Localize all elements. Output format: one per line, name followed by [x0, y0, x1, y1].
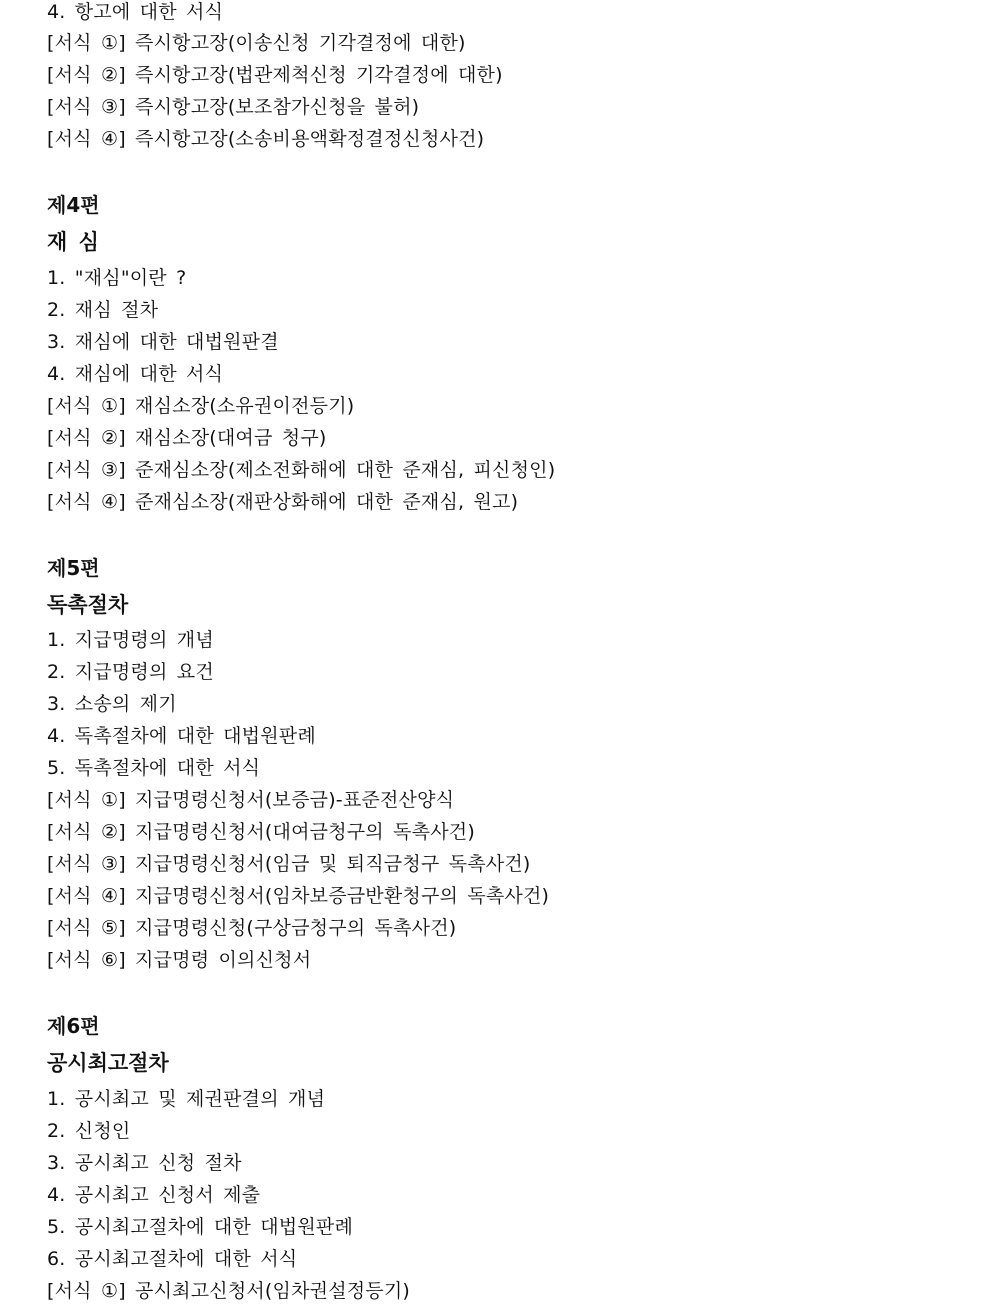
part-title: 재 심: [47, 230, 99, 254]
toc-item: 5. 공시최고절차에 대한 대법원판례: [47, 1216, 354, 1238]
toc-form-item: [서식 ①] 지급명령신청서(보증금)-표준전산양식: [47, 789, 455, 811]
toc-item: 4. 항고에 대한 서식: [47, 1, 224, 23]
toc-item: 4. 재심에 대한 서식: [47, 363, 224, 385]
part-label: 제6편: [47, 1014, 100, 1038]
toc-item: 4. 공시최고 신청서 제출: [47, 1184, 261, 1206]
toc-item: 2. 신청인: [47, 1120, 131, 1142]
toc-form-item: [서식 ②] 즉시항고장(법관제척신청 기각결정에 대한): [47, 64, 503, 86]
toc-item: 2. 재심 절차: [47, 299, 159, 321]
toc-item: 1. 지급명령의 개념: [47, 629, 214, 651]
toc-form-item: [서식 ④] 지급명령신청서(임차보증금반환청구의 독촉사건): [47, 885, 550, 907]
toc-form-item: [서식 ①] 재심소장(소유권이전등기): [47, 395, 355, 417]
part-title: 공시최고절차: [47, 1051, 169, 1075]
toc-form-item: [서식 ④] 즉시항고장(소송비용액확정결정신청사건): [47, 128, 485, 150]
toc-item: 6. 공시최고절차에 대한 서식: [47, 1248, 298, 1270]
toc-item: 3. 재심에 대한 대법원판결: [47, 331, 279, 353]
toc-form-item: [서식 ⑥] 지급명령 이의신청서: [47, 949, 312, 971]
toc-item: 5. 독촉절차에 대한 서식: [47, 757, 261, 779]
part-title: 독촉절차: [47, 593, 129, 617]
toc-form-item: [서식 ⑤] 지급명령신청(구상금청구의 독촉사건): [47, 917, 457, 939]
toc-form-item: [서식 ①] 공시최고신청서(임차권설정등기): [47, 1280, 411, 1302]
part-label: 제4편: [47, 193, 100, 217]
toc-form-item: [서식 ③] 준재심소장(제소전화해에 대한 준재심, 피신청인): [47, 459, 556, 481]
toc-form-item: [서식 ①] 즉시항고장(이송신청 기각결정에 대한): [47, 32, 466, 54]
toc-item: 1. 공시최고 및 제권판결의 개념: [47, 1088, 326, 1110]
toc-form-item: [서식 ②] 지급명령신청서(대여금청구의 독촉사건): [47, 821, 475, 843]
toc-form-item: [서식 ③] 즉시항고장(보조참가신청을 불허): [47, 96, 420, 118]
toc-item: 1. "재심"이란 ?: [47, 267, 187, 289]
part-label: 제5편: [47, 556, 100, 580]
toc-form-item: [서식 ③] 지급명령신청서(임금 및 퇴직금청구 독촉사건): [47, 853, 531, 875]
toc-item: 3. 공시최고 신청 절차: [47, 1152, 242, 1174]
toc-item: 3. 소송의 제기: [47, 693, 177, 715]
toc-form-item: [서식 ④] 준재심소장(재판상화해에 대한 준재심, 원고): [47, 491, 519, 513]
toc-item: 4. 독촉절차에 대한 대법원판례: [47, 725, 316, 747]
toc-form-item: [서식 ②] 재심소장(대여금 청구): [47, 427, 327, 449]
toc-item: 2. 지급명령의 요건: [47, 661, 214, 683]
